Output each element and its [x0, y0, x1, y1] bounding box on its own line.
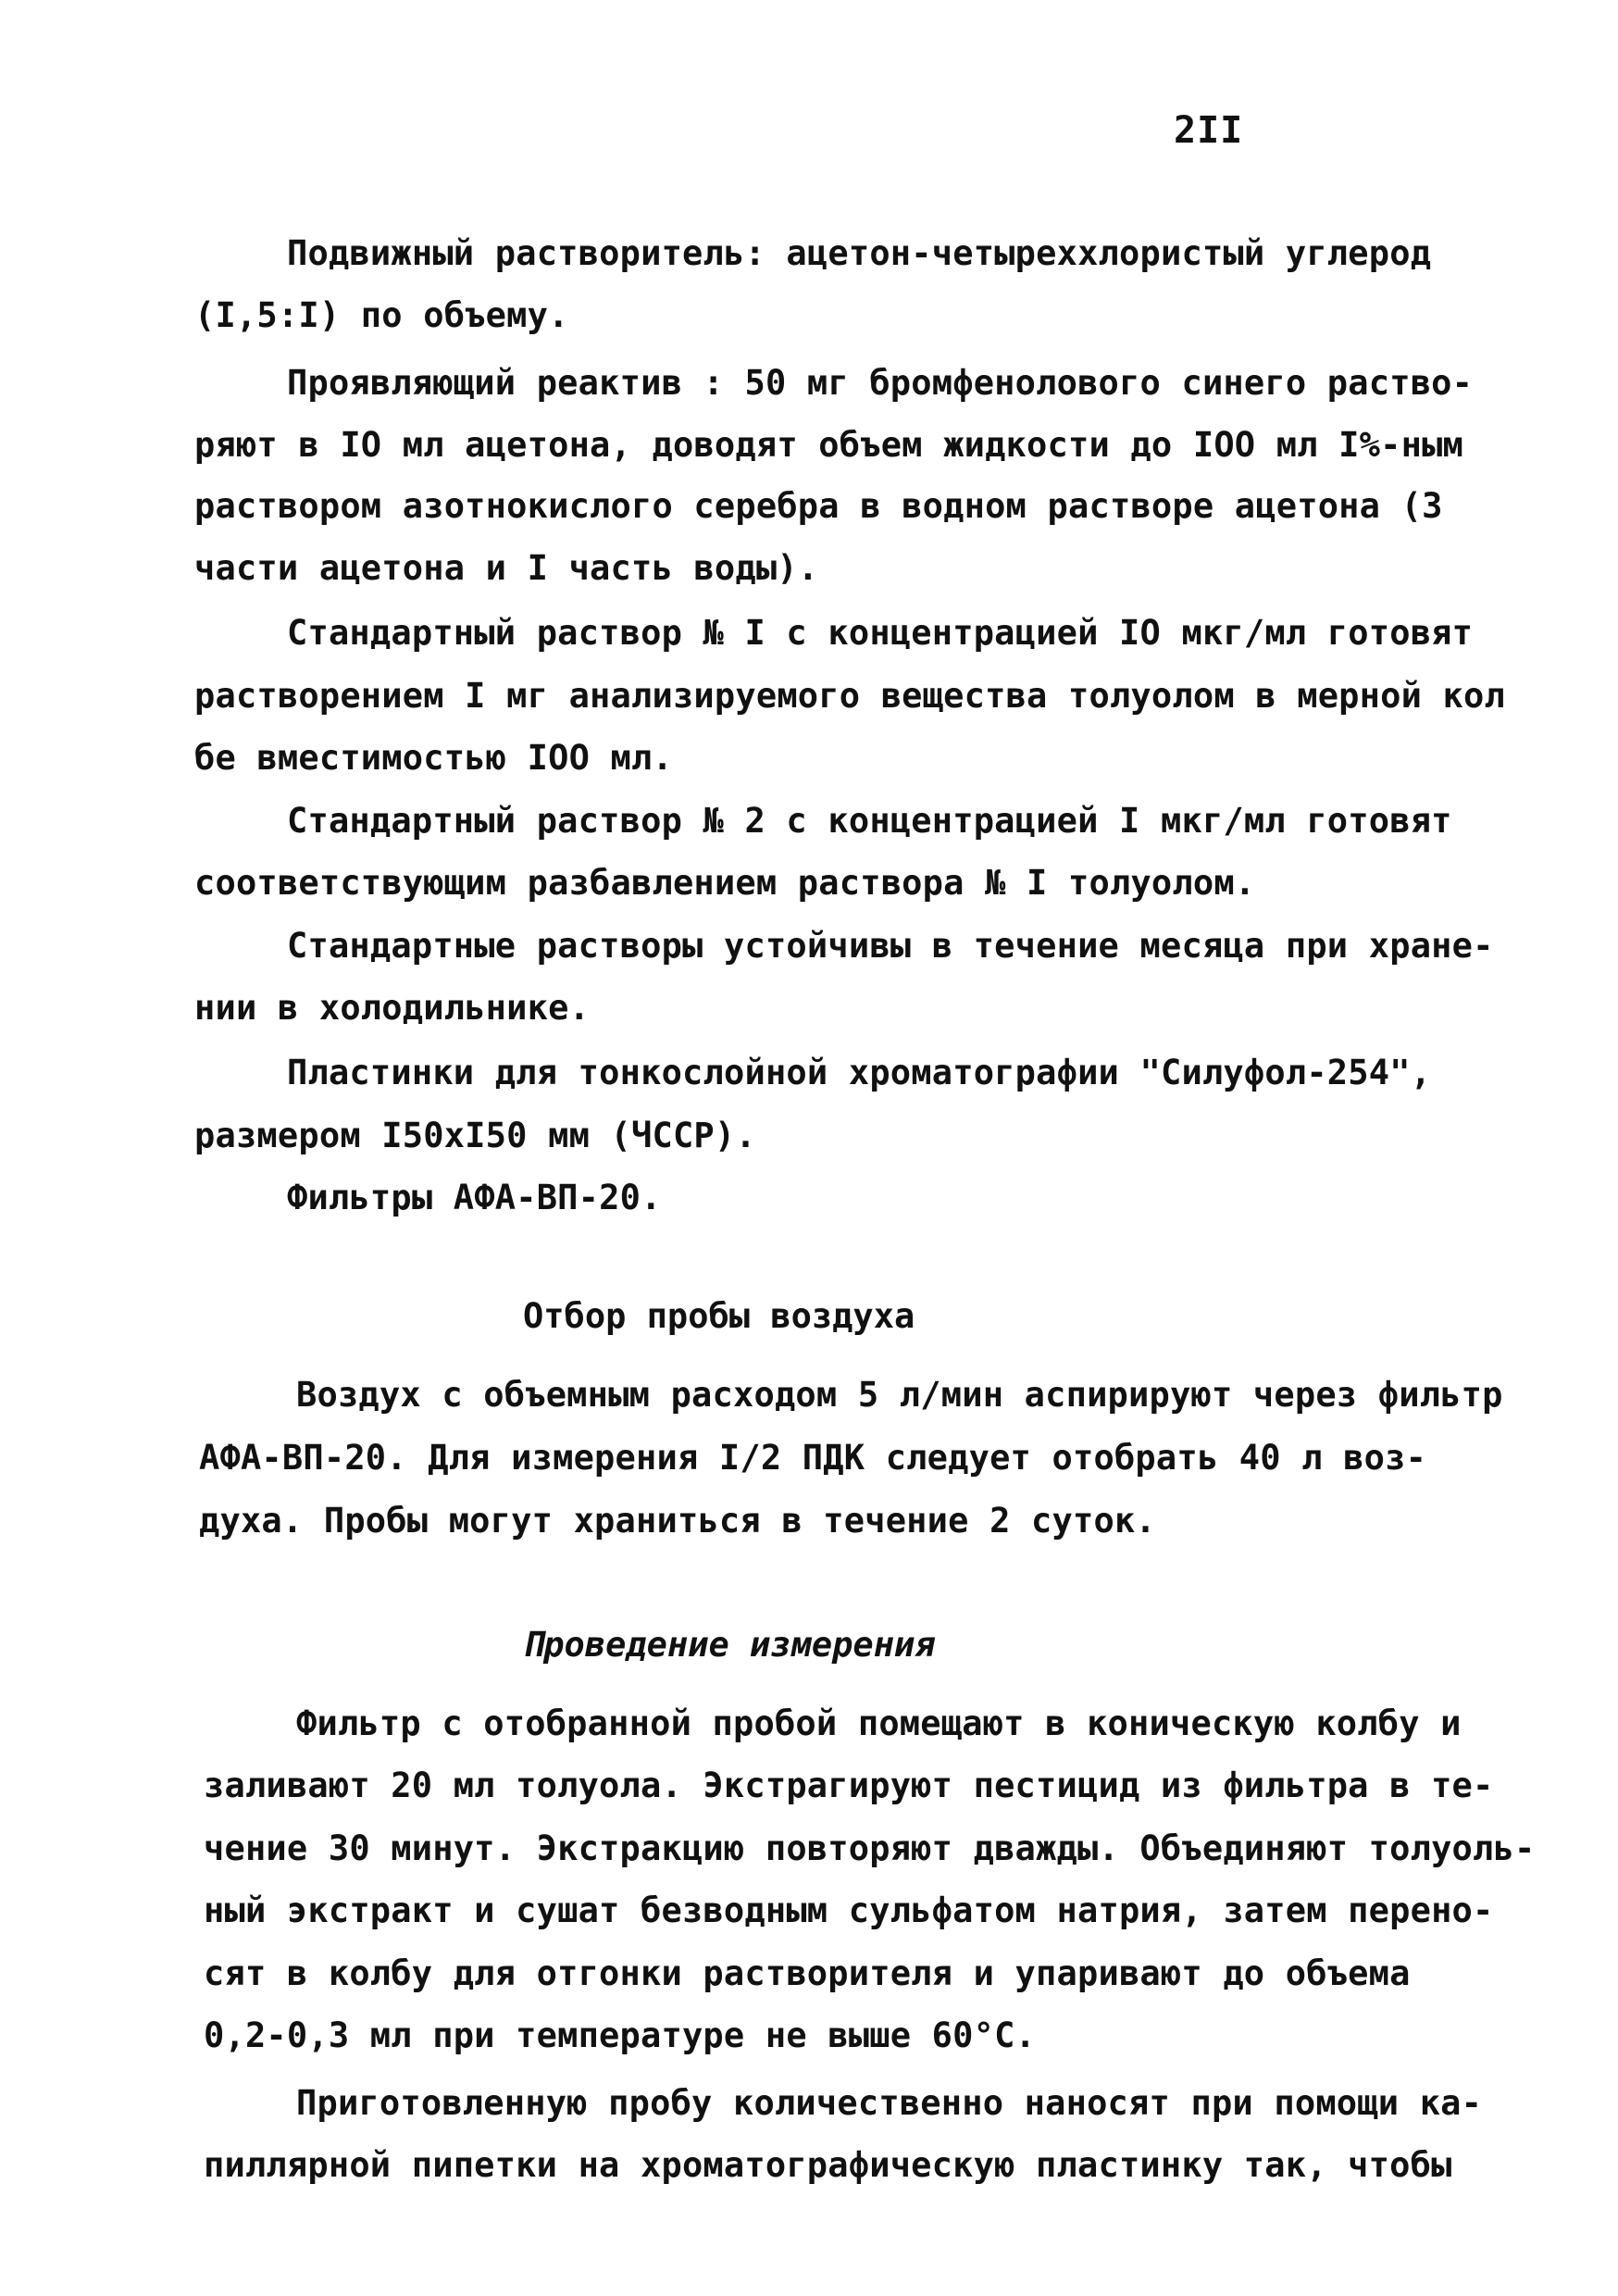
plates-line-1: Пластинки для тонкослойной хроматографии "Силуфол-254", — [287, 1053, 1432, 1092]
measurement-line-3: чение 30 минут. Экстракцию повторяют дважды. Объединяют толуоль- — [204, 1828, 1536, 1868]
heading-sampling: Отбор пробы воздуха — [523, 1296, 915, 1336]
measurement-line-6: 0,2-0,3 мл при температуре не выше 60°С. — [204, 2015, 1037, 2055]
reagent-line-1: Проявляющий реактив : 50 мг бромфенолового синего раство- — [287, 363, 1474, 403]
measurement-line-1: Фильтр с отобранной пробой помещают в коническую колбу и — [296, 1703, 1462, 1743]
application-line-1: Приготовленную пробу количественно наносят при помощи ка- — [296, 2083, 1483, 2123]
filters-line: Фильтры АФА-ВП-20. — [287, 1178, 662, 1217]
measurement-line-4: ный экстракт и сушат безводным сульфатом натрия, затем перено- — [204, 1890, 1494, 1930]
reagent-line-4: части ацетона и I часть воды). — [194, 548, 819, 588]
sampling-line-1: Воздух с объемным расходом 5 л/мин аспирируют через фильтр — [296, 1375, 1503, 1415]
stability-line-1: Стандартные растворы устойчивы в течение месяца при хране- — [287, 926, 1494, 966]
solvent-line-2: (I,5:I) по объему. — [194, 295, 569, 335]
measurement-line-5: сят в колбу для отгонки растворителя и упаривают до объема — [204, 1953, 1411, 1993]
heading-measurement: Проведение измерения — [523, 1625, 936, 1665]
application-line-2: пиллярной пипетки на хроматографическую пластинку так, чтобы — [204, 2145, 1452, 2185]
sampling-line-2: АФА-ВП-20. Для измерения I/2 ПДК следует отобрать 40 л воз- — [199, 1438, 1427, 1478]
reagent-line-3: раствором азотнокислого серебра в водном растворе ацетона (3 — [194, 486, 1443, 526]
plates-line-2: размером I50хI50 мм (ЧССР). — [194, 1116, 756, 1155]
sampling-line-3: духа. Пробы могут храниться в течение 2 суток. — [199, 1501, 1156, 1541]
std2-line-2: соответствующим разбавлением раствора № I толуолом. — [194, 863, 1256, 903]
stability-line-2: нии в холодильнике. — [194, 988, 591, 1028]
std2-line-1: Стандартный раствор № 2 с концентрацией I мкг/мл готовят — [287, 801, 1452, 841]
std1-line-2: растворением I мг анализируемого вещества толуолом в мерной кол — [194, 676, 1505, 716]
solvent-line-1: Подвижный растворитель: ацетон-четыреххлористый углерод — [287, 233, 1432, 273]
measurement-line-2: заливают 20 мл толуола. Экстрагируют пестицид из фильтра в те- — [204, 1766, 1494, 1805]
page-number: 2II — [1174, 109, 1244, 152]
std1-line-3: бе вместимостью IOO мл. — [194, 738, 673, 778]
reagent-line-2: ряют в IO мл ацетона, доводят объем жидкости до IOO мл I%-ным — [194, 425, 1464, 465]
std1-line-1: Стандартный раствор № I с концентрацией IO мкг/мл готовят — [287, 613, 1474, 653]
